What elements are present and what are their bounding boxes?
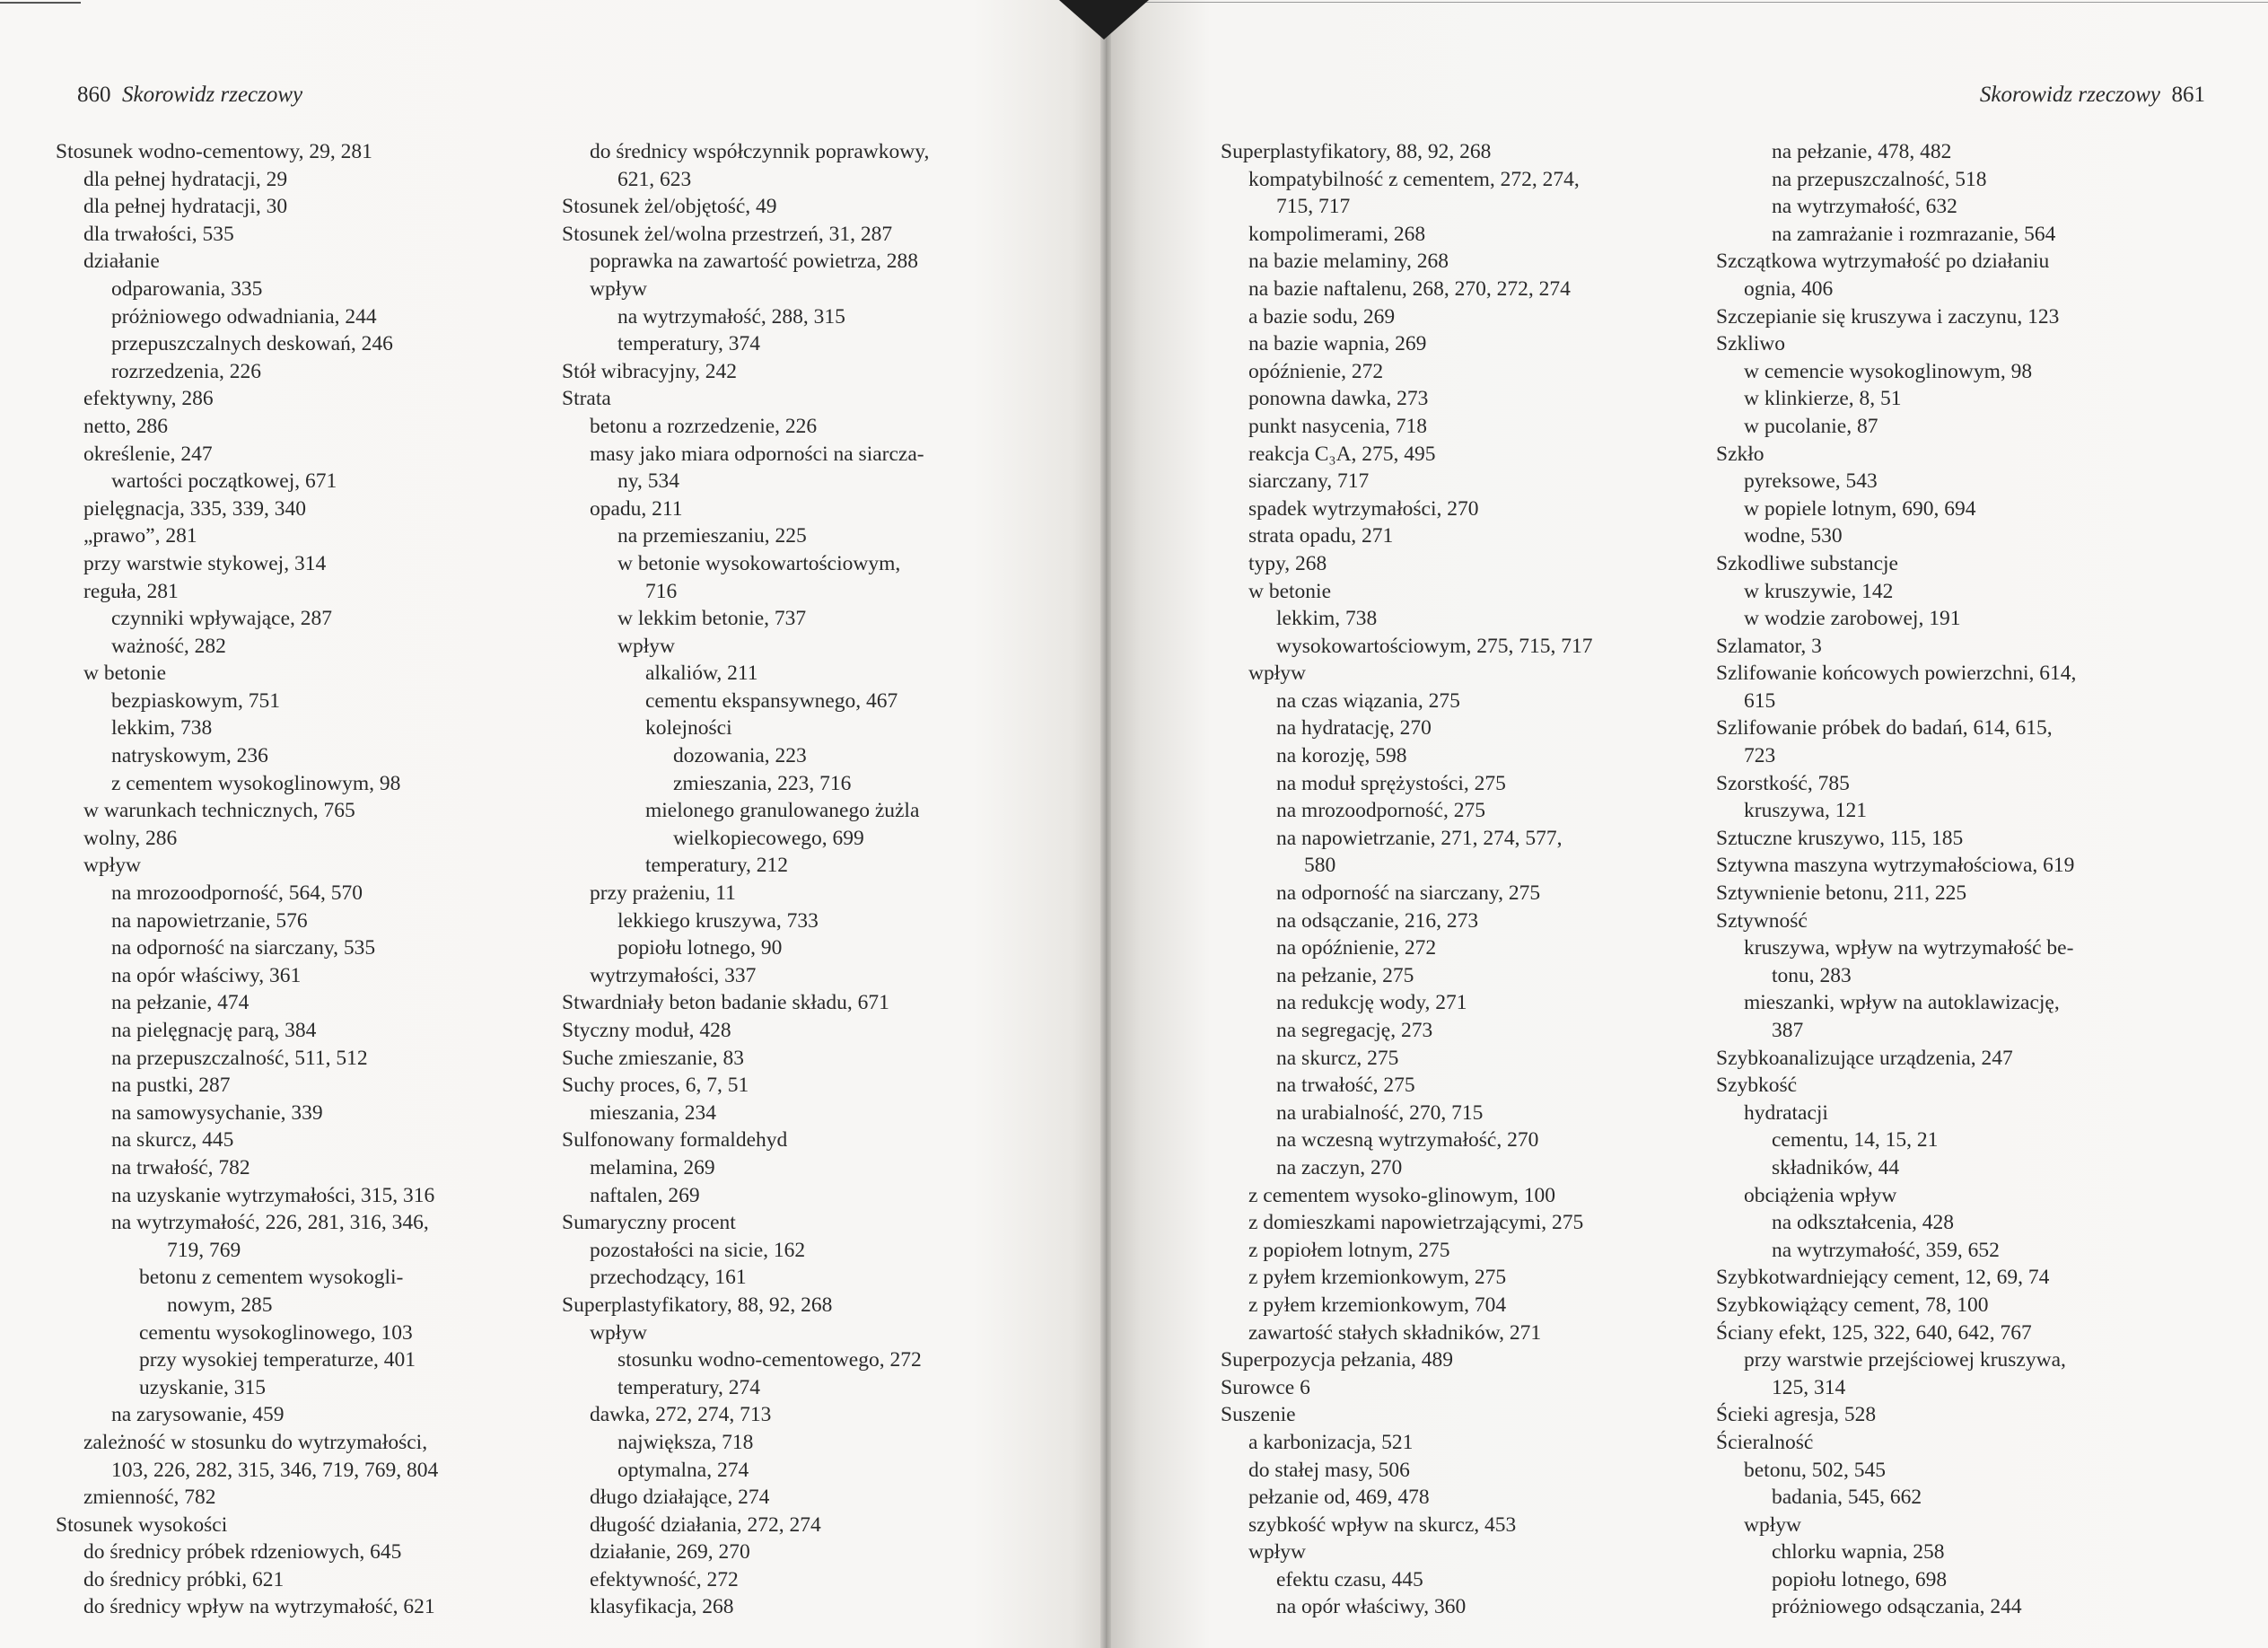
index-entry: określenie, 247 bbox=[83, 442, 213, 466]
index-entry: na trwałość, 782 bbox=[111, 1155, 250, 1179]
index-entry: cementu wysokoglinowego, 103 bbox=[139, 1320, 413, 1345]
index-entry: Sztywna maszyna wytrzymałościowa, 619 bbox=[1716, 854, 2075, 878]
index-entry: Ścieki agresja, 528 bbox=[1716, 1403, 1877, 1427]
index-entry: w cemencie wysokoglinowym, 98 bbox=[1744, 359, 2033, 383]
index-entry: wolny, 286 bbox=[83, 826, 178, 850]
index-entry: zmieszania, 223, 716 bbox=[673, 771, 852, 795]
index-entry: Surowce 6 bbox=[1221, 1375, 1310, 1399]
index-entry: kompolimerami, 268 bbox=[1248, 222, 1426, 246]
index-entry: Stosunek żel/wolna przestrzeń, 31, 287 bbox=[562, 222, 893, 246]
index-entry: natryskowym, 236 bbox=[111, 744, 268, 768]
index-entry: temperatury, 212 bbox=[645, 854, 789, 878]
index-entry: wpływ bbox=[590, 1320, 647, 1345]
left-page bbox=[0, 0, 1106, 1648]
index-entry: w betonie wysokowartościowym, bbox=[617, 551, 901, 575]
index-entry: a karbonizacja, 521 bbox=[1248, 1430, 1414, 1454]
index-entry: bezpiaskowym, 751 bbox=[111, 688, 280, 713]
index-entry: Szybkotwardniejący cement, 12, 69, 74 bbox=[1716, 1266, 2050, 1290]
index-entry: Szlifowanie końcowych powierzchni, 614, bbox=[1716, 662, 2077, 686]
index-entry: pełzanie od, 469, 478 bbox=[1248, 1486, 1430, 1510]
index-entry: wpływ bbox=[590, 276, 647, 301]
index-entry: długość działania, 272, 274 bbox=[590, 1512, 821, 1537]
index-entry: pielęgnacja, 335, 339, 340 bbox=[83, 496, 306, 521]
index-entry: na przepuszczalność, 518 bbox=[1772, 167, 1987, 191]
index-entry: na zaczyn, 270 bbox=[1276, 1155, 1403, 1179]
index-entry: 621, 623 bbox=[617, 167, 692, 191]
index-entry: przechodzący, 161 bbox=[590, 1266, 747, 1290]
index-entry: na mrozoodporność, 275 bbox=[1276, 799, 1485, 823]
index-entry: z cementem wysoko-glinowym, 100 bbox=[1248, 1183, 1555, 1207]
index-entry: na opóźnienie, 272 bbox=[1276, 936, 1437, 960]
index-entry: dla pełnej hydratacji, 29 bbox=[83, 167, 288, 191]
index-entry: na skurcz, 275 bbox=[1276, 1046, 1399, 1070]
index-entry: na samowysychanie, 339 bbox=[111, 1100, 323, 1125]
index-entry: na napowietrzanie, 576 bbox=[111, 908, 308, 933]
index-entry: mielonego granulowanego żużla bbox=[645, 799, 920, 823]
index-entry: betonu a rozrzedzenie, 226 bbox=[590, 414, 818, 438]
index-entry: do średnicy próbek rdzeniowych, 645 bbox=[83, 1540, 402, 1565]
index-entry: lekkim, 738 bbox=[111, 716, 213, 741]
index-entry: z domieszkami napowietrzającymi, 275 bbox=[1248, 1211, 1584, 1235]
index-entry: na korozję, 598 bbox=[1276, 744, 1407, 768]
index-entry: na mrozoodporność, 564, 570 bbox=[111, 881, 363, 906]
index-entry: z pyłem krzemionkowym, 704 bbox=[1248, 1293, 1507, 1317]
index-entry: odparowania, 335 bbox=[111, 276, 263, 301]
index-entry: chlorku wapnia, 258 bbox=[1772, 1540, 1945, 1565]
index-entry: na wytrzymałość, 359, 652 bbox=[1772, 1238, 2000, 1262]
index-entry: uzyskanie, 315 bbox=[139, 1375, 266, 1399]
index-entry: dozowania, 223 bbox=[673, 744, 807, 768]
index-entry: opóźnienie, 272 bbox=[1248, 359, 1384, 383]
index-entry: do średnicy próbki, 621 bbox=[83, 1567, 285, 1591]
index-entry: Sztuczne kruszywo, 115, 185 bbox=[1716, 826, 1964, 850]
index-entry: klasyfikacja, 268 bbox=[590, 1595, 734, 1619]
index-entry: poprawka na zawartość powietrza, 288 bbox=[590, 250, 919, 274]
index-entry: Superplastyfikatory, 88, 92, 268 bbox=[1221, 140, 1492, 163]
index-entry: Sulfonowany formaldehyd bbox=[562, 1128, 788, 1153]
index-entry: na pielęgnację parą, 384 bbox=[111, 1019, 317, 1042]
index-entry: w kruszywie, 142 bbox=[1744, 579, 1894, 603]
index-entry: na pełzanie, 474 bbox=[111, 991, 250, 1015]
index-entry: w betonie bbox=[1248, 579, 1332, 603]
index-entry: wpływ bbox=[617, 634, 675, 658]
index-entry: Stosunek żel/objętość, 49 bbox=[562, 195, 777, 219]
index-entry: Sumaryczny procent bbox=[562, 1211, 736, 1235]
index-entry: popiołu lotnego, 698 bbox=[1772, 1567, 1948, 1591]
running-title: Skorowidz rzeczowy bbox=[122, 83, 303, 107]
index-entry: działanie, 269, 270 bbox=[590, 1540, 750, 1565]
index-entry: na bazie wapnia, 269 bbox=[1248, 332, 1427, 356]
index-entry: Szczepianie się kruszywa i zaczynu, 123 bbox=[1716, 304, 2060, 329]
index-entry: Szorstkość, 785 bbox=[1716, 771, 1850, 795]
index-entry: badania, 545, 662 bbox=[1772, 1486, 1922, 1510]
index-entry: typy, 268 bbox=[1248, 551, 1327, 575]
index-entry: ognia, 406 bbox=[1744, 276, 1834, 301]
index-entry: ważność, 282 bbox=[111, 634, 226, 658]
index-entry: Szczątkowa wytrzymałość po działaniu bbox=[1716, 250, 2050, 274]
index-entry: na uzyskanie wytrzymałości, 315, 316 bbox=[111, 1183, 435, 1207]
index-entry: temperatury, 374 bbox=[617, 332, 761, 356]
index-entry: Szybkość bbox=[1716, 1074, 1798, 1098]
index-column bbox=[1716, 138, 2219, 1621]
index-entry: punkt nasycenia, 718 bbox=[1248, 414, 1428, 438]
index-entry: pozostałości na sicie, 162 bbox=[590, 1238, 806, 1262]
index-entry: melamina, 269 bbox=[590, 1155, 715, 1179]
index-entry: Ścieralność bbox=[1716, 1430, 1814, 1454]
index-entry: Stosunek wodno-cementowy, 29, 281 bbox=[56, 140, 372, 163]
index-entry: do stałej masy, 506 bbox=[1248, 1458, 1410, 1482]
bookmark-tab bbox=[1059, 0, 1149, 39]
index-entry: w betonie bbox=[83, 662, 167, 686]
page-edge-line bbox=[1133, 2, 2268, 3]
index-entry: wpływ bbox=[83, 854, 141, 878]
index-entry: efektywność, 272 bbox=[590, 1567, 739, 1591]
index-entry: tonu, 283 bbox=[1772, 963, 1852, 987]
index-entry: przy wysokiej temperaturze, 401 bbox=[139, 1348, 416, 1372]
index-entry: na zamrażanie i rozmrazanie, 564 bbox=[1772, 222, 2056, 246]
index-entry: wpływ bbox=[1744, 1512, 1801, 1537]
index-entry: na wytrzymałość, 226, 281, 316, 346, bbox=[111, 1211, 429, 1235]
index-entry: na moduł sprężystości, 275 bbox=[1276, 771, 1506, 795]
index-entry: działanie bbox=[83, 250, 160, 274]
index-entry: kolejności bbox=[645, 716, 732, 741]
running-head-right bbox=[1980, 83, 2205, 108]
index-entry: na segregację, 273 bbox=[1276, 1019, 1433, 1042]
index-column bbox=[56, 138, 558, 1621]
index-entry: dla pełnej hydratacji, 30 bbox=[83, 195, 288, 219]
index-entry: spadek wytrzymałości, 270 bbox=[1248, 496, 1479, 521]
index-entry: wysokowartościowym, 275, 715, 717 bbox=[1276, 634, 1593, 658]
index-entry: w klinkierze, 8, 51 bbox=[1744, 387, 1902, 411]
index-entry: optymalna, 274 bbox=[617, 1458, 749, 1482]
book-gutter bbox=[1100, 0, 1111, 1648]
index-column bbox=[562, 138, 1064, 1621]
index-entry: opadu, 211 bbox=[590, 496, 683, 521]
index-entry: na pełzanie, 478, 482 bbox=[1772, 140, 1952, 163]
index-entry: mieszanki, wpływ na autoklawizację, bbox=[1744, 991, 2060, 1015]
page-number: 861 bbox=[2171, 83, 2205, 107]
index-entry: pyreksowe, 543 bbox=[1744, 469, 1878, 494]
index-entry: próżniowego odsączania, 244 bbox=[1772, 1595, 2022, 1619]
index-entry: 716 bbox=[645, 579, 678, 603]
index-entry: cementu ekspansywnego, 467 bbox=[645, 688, 898, 713]
index-entry: na przepuszczalność, 511, 512 bbox=[111, 1046, 368, 1070]
index-entry: Ściany efekt, 125, 322, 640, 642, 767 bbox=[1716, 1320, 2032, 1345]
index-entry: dawka, 272, 274, 713 bbox=[590, 1403, 772, 1427]
index-entry: Szybkowiążący cement, 78, 100 bbox=[1716, 1293, 1989, 1317]
index-entry: w warunkach technicznych, 765 bbox=[83, 799, 355, 823]
index-entry: do średnicy współczynnik poprawkowy, bbox=[590, 140, 930, 163]
index-entry: w pucolanie, 87 bbox=[1744, 414, 1878, 438]
index-entry: Strata bbox=[562, 387, 611, 411]
index-entry: reakcja C₃A, 275, 495 bbox=[1248, 442, 1436, 466]
index-entry: zmienność, 782 bbox=[83, 1486, 216, 1510]
index-entry: cementu, 14, 15, 21 bbox=[1772, 1128, 1939, 1153]
index-entry: na pustki, 287 bbox=[111, 1074, 231, 1098]
index-entry: na pełzanie, 275 bbox=[1276, 963, 1414, 987]
index-entry: w popiele lotnym, 690, 694 bbox=[1744, 496, 1976, 521]
index-entry: z cementem wysokoglinowym, 98 bbox=[111, 771, 401, 795]
index-entry: 387 bbox=[1772, 1019, 1804, 1042]
index-entry: na napowietrzanie, 271, 274, 577, bbox=[1276, 826, 1563, 850]
index-entry: z pyłem krzemionkowym, 275 bbox=[1248, 1266, 1507, 1290]
index-entry: przepuszczalnych deskowań, 246 bbox=[111, 332, 393, 356]
index-entry: 103, 226, 282, 315, 346, 719, 769, 804 bbox=[111, 1458, 439, 1482]
index-entry: Stół wibracyjny, 242 bbox=[562, 359, 737, 383]
index-entry: Suche zmieszanie, 83 bbox=[562, 1046, 744, 1070]
index-entry: na wczesną wytrzymałość, 270 bbox=[1276, 1128, 1539, 1153]
index-entry: szybkość wpływ na skurcz, 453 bbox=[1248, 1512, 1517, 1537]
index-entry: wytrzymałości, 337 bbox=[590, 963, 757, 987]
index-entry: ponowna dawka, 273 bbox=[1248, 387, 1429, 411]
index-entry: przy warstwie stykowej, 314 bbox=[83, 551, 327, 575]
index-entry: Szlifowanie próbek do badań, 614, 615, bbox=[1716, 716, 2053, 741]
index-entry: Styczny moduł, 428 bbox=[562, 1019, 731, 1042]
index-entry: Szkodliwe substancje bbox=[1716, 551, 1898, 575]
index-entry: Szybkoanalizujące urządzenia, 247 bbox=[1716, 1046, 2013, 1070]
index-entry: na odporność na siarczany, 275 bbox=[1276, 881, 1541, 906]
index-entry: na redukcję wody, 271 bbox=[1276, 991, 1467, 1015]
index-entry: temperatury, 274 bbox=[617, 1375, 761, 1399]
running-title: Skorowidz rzeczowy bbox=[1979, 83, 2160, 107]
index-entry: 719, 769 bbox=[167, 1238, 241, 1262]
index-entry: 125, 314 bbox=[1772, 1375, 1846, 1399]
index-entry: czynniki wpływające, 287 bbox=[111, 607, 333, 631]
index-entry: efektu czasu, 445 bbox=[1276, 1567, 1423, 1591]
index-entry: Superplastyfikatory, 88, 92, 268 bbox=[562, 1293, 833, 1317]
index-entry: 580 bbox=[1304, 854, 1336, 878]
index-entry: Szlamator, 3 bbox=[1716, 634, 1822, 658]
index-entry: dla trwałości, 535 bbox=[83, 222, 234, 246]
index-entry: Sztywnienie betonu, 211, 225 bbox=[1716, 881, 1967, 906]
index-entry: kruszywa, wpływ na wytrzymałość be- bbox=[1744, 936, 2074, 960]
index-entry: na skurcz, 445 bbox=[111, 1128, 234, 1153]
index-entry: na opór właściwy, 361 bbox=[111, 963, 302, 987]
index-entry: próżniowego odwadniania, 244 bbox=[111, 304, 377, 329]
index-entry: na wytrzymałość, 632 bbox=[1772, 195, 1957, 219]
index-entry: przy warstwie przejściowej kruszywa, bbox=[1744, 1348, 2066, 1372]
index-entry: lekkiego kruszywa, 733 bbox=[617, 908, 819, 933]
index-entry: zależność w stosunku do wytrzymałości, bbox=[83, 1430, 428, 1454]
index-entry: rozrzedzenia, 226 bbox=[111, 359, 262, 383]
index-entry: wpływ bbox=[1248, 1540, 1306, 1565]
index-entry: wartości początkowej, 671 bbox=[111, 469, 337, 494]
index-entry: na czas wiązania, 275 bbox=[1276, 688, 1460, 713]
index-entry: lekkim, 738 bbox=[1276, 607, 1378, 631]
index-entry: Stwardniały beton badanie składu, 671 bbox=[562, 991, 889, 1015]
running-head-left bbox=[77, 83, 302, 108]
index-entry: wpływ bbox=[1248, 662, 1306, 686]
index-entry: efektywny, 286 bbox=[83, 387, 214, 411]
index-entry: wodne, 530 bbox=[1744, 524, 1843, 548]
index-entry: długo działające, 274 bbox=[590, 1486, 770, 1510]
index-entry: na wytrzymałość, 288, 315 bbox=[617, 304, 845, 329]
index-entry: Superpozycja pełzania, 489 bbox=[1221, 1348, 1454, 1372]
index-entry: masy jako miara odporności na siarcza- bbox=[590, 442, 924, 466]
index-entry: największa, 718 bbox=[617, 1430, 754, 1454]
index-entry: z popiołem lotnym, 275 bbox=[1248, 1238, 1450, 1262]
index-entry: na bazie naftalenu, 268, 270, 272, 274 bbox=[1248, 276, 1571, 301]
index-entry: alkaliów, 211 bbox=[645, 662, 758, 686]
index-entry: a bazie sodu, 269 bbox=[1248, 304, 1396, 329]
index-entry: na przemieszaniu, 225 bbox=[617, 524, 807, 548]
index-entry: na odkształcenia, 428 bbox=[1772, 1211, 1954, 1235]
index-entry: Szkło bbox=[1716, 442, 1764, 466]
index-entry: strata opadu, 271 bbox=[1248, 524, 1394, 548]
index-entry: kompatybilność z cementem, 272, 274, bbox=[1248, 167, 1580, 191]
index-entry: na trwałość, 275 bbox=[1276, 1074, 1415, 1098]
index-entry: wielkopiecowego, 699 bbox=[673, 826, 864, 850]
index-entry: na opór właściwy, 360 bbox=[1276, 1595, 1467, 1619]
index-entry: na bazie melaminy, 268 bbox=[1248, 250, 1449, 274]
index-entry: na zarysowanie, 459 bbox=[111, 1403, 285, 1427]
index-entry: nowym, 285 bbox=[167, 1293, 273, 1317]
right-page bbox=[1106, 0, 2268, 1648]
page-edge-line bbox=[0, 2, 81, 4]
index-entry: zawartość stałych składników, 271 bbox=[1248, 1320, 1542, 1345]
index-entry: betonu z cementem wysokogli- bbox=[139, 1266, 404, 1290]
index-entry: na odporność na siarczany, 535 bbox=[111, 936, 376, 960]
index-entry: Suszenie bbox=[1221, 1403, 1296, 1427]
page-number: 860 bbox=[77, 83, 111, 107]
index-entry: kruszywa, 121 bbox=[1744, 799, 1868, 823]
index-entry: Szkliwo bbox=[1716, 332, 1786, 356]
index-entry: na urabialność, 270, 715 bbox=[1276, 1100, 1484, 1125]
index-entry: siarczany, 717 bbox=[1248, 469, 1370, 494]
index-entry: Stosunek wysokości bbox=[56, 1512, 228, 1537]
index-entry: netto, 286 bbox=[83, 414, 168, 438]
index-entry: stosunku wodno-cementowego, 272 bbox=[617, 1348, 922, 1372]
index-entry: betonu, 502, 545 bbox=[1744, 1458, 1886, 1482]
index-entry: popiołu lotnego, 90 bbox=[617, 936, 783, 960]
index-entry: w lekkim betonie, 737 bbox=[617, 607, 807, 631]
index-entry: do średnicy wpływ na wytrzymałość, 621 bbox=[83, 1595, 435, 1619]
index-entry: 615 bbox=[1744, 688, 1776, 713]
index-entry: 723 bbox=[1744, 744, 1776, 768]
index-entry: hydratacji bbox=[1744, 1100, 1828, 1125]
index-entry: reguła, 281 bbox=[83, 579, 179, 603]
index-entry: „prawo”, 281 bbox=[83, 524, 197, 548]
index-entry: Suchy proces, 6, 7, 51 bbox=[562, 1074, 749, 1098]
index-column bbox=[1221, 138, 1723, 1621]
index-entry: mieszania, 234 bbox=[590, 1100, 716, 1125]
index-entry: w wodzie zarobowej, 191 bbox=[1744, 607, 1961, 631]
index-entry: przy prażeniu, 11 bbox=[590, 881, 736, 906]
index-entry: składników, 44 bbox=[1772, 1155, 1900, 1179]
index-entry: Sztywność bbox=[1716, 908, 1808, 933]
index-entry: naftalen, 269 bbox=[590, 1183, 700, 1207]
index-entry: ny, 534 bbox=[617, 469, 679, 494]
index-entry: na odsączanie, 216, 273 bbox=[1276, 908, 1479, 933]
index-entry: na hydratację, 270 bbox=[1276, 716, 1432, 741]
index-entry: 715, 717 bbox=[1276, 195, 1351, 219]
index-entry: obciążenia wpływ bbox=[1744, 1183, 1897, 1207]
